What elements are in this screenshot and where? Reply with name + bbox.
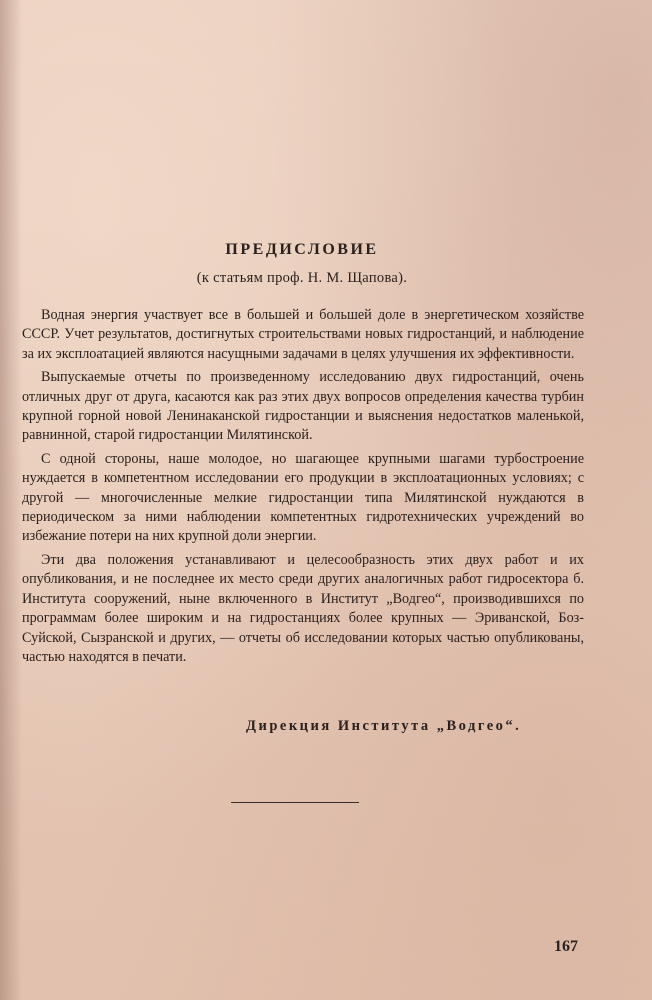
- paragraph-2: Выпускаемые отчеты по произведенному исследованию двух гидростанций, очень отличных друг от друга, касаются как раз этих двух вопросов определения качества турбин крупной горной новой Ленинаканской гидростанции и выяснения недостатков маленькой, равнинной, старой гидростанции Милятинской.: [22, 369, 584, 444]
- signature: Дирекция Института „Водгео“.: [246, 718, 522, 734]
- paragraph-1: Водная энергия участвует все в большей и большей доле в энергетическом хозяйстве СССР. Учет результатов, достигнутых строительствами новых гидростанций, и наблюдение за их эксплоатацией являются насущными задачами в целях улучшения их эффективности.: [22, 307, 584, 362]
- paragraph-3: С одной стороны, наше молодое, но шагающее крупными шагами турбостроение нуждается в компетентном исследовании его продукции в эксплоатационных условиях; с другой — многочисленные мелкие гидростанции типа Милятинской нуждаются в периодическом за ними наблюдении компетентных гидротехнических учреждений во избежание потери на них крупной доли энергии.: [22, 450, 584, 545]
- page-title: ПРЕДИСЛОВИЕ: [225, 241, 379, 258]
- page-number: 167: [554, 938, 578, 955]
- page-subtitle: (к статьям проф. Н. М. Щапова).: [196, 270, 408, 286]
- paragraph-4: Эти два положения устанавливают и целесообразность этих двух работ и их опубликования, и не последнее их место среди других аналогичных работ гидросектора б. Института сооружений, ныне включенного в Институт „Водгео“, производившихся по программам более широким и на гидростанциях более крупных — Эриванской, Боз-Суйской, Сызранской и других, — отчеты об исследовании которых частью опубликованы, частью находятся в печати.: [22, 551, 584, 665]
- separator-rule: [231, 802, 359, 803]
- page-edge-shadow: [0, 0, 22, 1000]
- preface-body: [22, 306, 584, 671]
